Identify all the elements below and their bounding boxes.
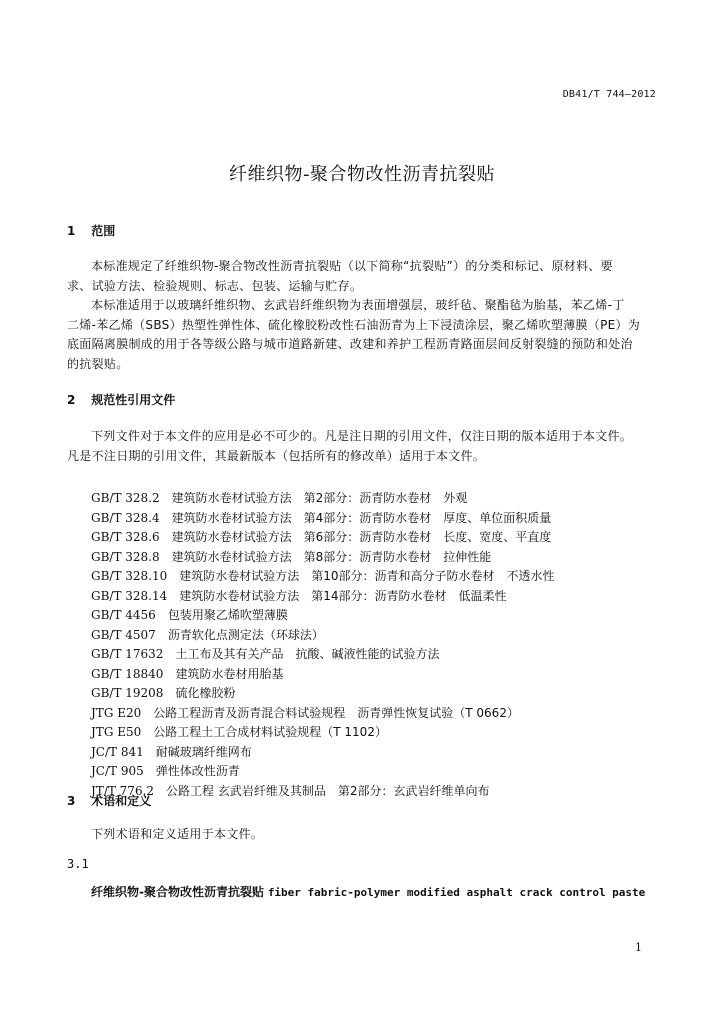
term-entry (91, 883, 645, 900)
reference-item (91, 626, 555, 646)
term-english: fiber fabric-polymer modified asphalt crack control paste (267, 886, 646, 899)
reference-code: GB/T 4507 (91, 627, 156, 642)
reference-item (91, 704, 555, 724)
reference-title: 硫化橡胶粉 (175, 686, 236, 700)
text-line: 底面隔离膜制成的用于各等级公路与城市道路新建、改建和养护工程沥青路面层间反射裂缝的预防和处治 (67, 337, 633, 351)
reference-title: 公路工程沥青及沥青混合料试验规程 沥青弹性恢复试验（T 0662） (153, 705, 519, 720)
text-line: 本标准规定了纤维织物-聚合物改性沥青抗裂贴（以下简称“抗裂贴”）的分类和标记、原材料、要 (91, 259, 613, 273)
reference-item (91, 645, 555, 665)
reference-item (91, 665, 555, 685)
reference-code: GB/T 4456 (91, 608, 156, 622)
reference-code: GB/T 18840 (91, 666, 164, 681)
section-heading-scope (67, 222, 115, 239)
text-line: 二烯-苯乙烯（SBS）热塑性弹性体、硫化橡胶粉改性石油沥青为上下浸渍涂层，聚乙烯吹塑薄膜（PE）为 (67, 317, 641, 332)
page-number: 1 (635, 941, 642, 954)
reference-item (91, 743, 555, 763)
reference-code: GB/T 328.8 (91, 549, 160, 564)
term-chinese: 纤维织物-聚合物改性沥青抗裂贴 (91, 885, 264, 899)
reference-item (91, 606, 555, 626)
reference-item (91, 567, 555, 587)
reference-title: 公路工程 玄武岩纤维及其制品 第2部分：玄武岩纤维单向布 (166, 783, 490, 798)
reference-code: JC/T 841 (91, 744, 144, 759)
reference-item (91, 528, 555, 548)
reference-code: JTG E20 (91, 705, 142, 720)
reference-title: 建筑防水卷材试验方法 第4部分：沥青防水卷材 厚度、单位面积质量 (171, 510, 552, 525)
reference-code: JC/T 905 (91, 764, 144, 778)
text-line: 凡是不注日期的引用文件，其最新版本（包括所有的修改单）适用于本文件。 (67, 448, 486, 463)
reference-title: 建筑防水卷材试验方法 第6部分：沥青防水卷材 长度、宽度、平直度 (171, 530, 552, 544)
text-line: 下列文件对于本文件的应用是必不可少的。凡是注日期的引用文件，仅注日期的版本适用于本文件。 (91, 429, 633, 443)
reference-code: JT/T 776.2 (91, 783, 155, 798)
section-heading-terms (67, 792, 151, 809)
scope-paragraph-1 (67, 257, 659, 296)
reference-title: 建筑防水卷材试验方法 第10部分：沥青和高分子防水卷材 不透水性 (179, 569, 555, 583)
reference-title: 土工布及其有关产品 抗酸、碱液性能的试验方法 (175, 647, 440, 661)
reference-list (91, 489, 555, 801)
text-line: 求、试验方法、检验规则、标志、包装、运输与贮存。 (67, 278, 363, 293)
reference-code: GB/T 19208 (91, 686, 164, 700)
section-number: 1 (67, 224, 76, 238)
text-line: 的抗裂贴。 (67, 356, 129, 371)
reference-item (91, 509, 555, 529)
reference-item (91, 684, 555, 704)
reference-code: GB/T 328.14 (91, 588, 168, 603)
reference-title: 建筑防水卷材试验方法 第14部分：沥青防水卷材 低温柔性 (179, 588, 507, 603)
text-line: 下列术语和定义适用于本文件。 (91, 827, 264, 841)
scope-paragraph-2 (67, 296, 659, 374)
reference-code: GB/T 17632 (91, 647, 164, 661)
reference-title: 建筑防水卷材试验方法 第2部分：沥青防水卷材 外观 (171, 491, 468, 505)
reference-item (91, 548, 555, 568)
section-number: 3 (67, 794, 76, 808)
reference-code: GB/T 328.4 (91, 510, 160, 525)
reference-title: 沥青软化点测定法（环球法） (167, 627, 324, 642)
reference-title: 耐碱玻璃纤维网布 (155, 744, 252, 759)
reference-code: GB/T 328.10 (91, 569, 168, 583)
reference-item (91, 782, 555, 802)
reference-item (91, 762, 555, 782)
reference-code: GB/T 328.6 (91, 530, 160, 544)
text-line: 本标准适用于以玻璃纤维织物、玄武岩纤维织物为表面增强层，玻纤毡、聚酯毡为胎基，苯乙烯-丁 (91, 298, 625, 312)
reference-title: 建筑防水卷材试验方法 第8部分：沥青防水卷材 拉伸性能 (171, 549, 492, 564)
reference-title: 包装用聚乙烯吹塑薄膜 (167, 608, 288, 622)
section-heading-normative-references (67, 391, 175, 408)
section-number: 2 (67, 393, 76, 407)
reference-item (91, 587, 555, 607)
reference-title: 建筑防水卷材用胎基 (175, 666, 284, 681)
section-title: 术语和定义 (91, 794, 152, 808)
terms-intro-paragraph (67, 825, 659, 845)
reference-code: JTG E50 (91, 725, 142, 739)
section-title: 规范性引用文件 (91, 393, 176, 407)
reference-item (91, 723, 555, 743)
reference-title: 公路工程土工合成材料试验规程（T 1102） (153, 725, 387, 739)
reference-item (91, 489, 555, 509)
document-code: DB41/T 744—2012 (562, 89, 656, 100)
document-title: 纤维织物-聚合物改性沥青抗裂贴 (229, 164, 495, 185)
reference-code: GB/T 328.2 (91, 491, 160, 505)
section-title: 范围 (91, 224, 116, 238)
term-number: 3.1 (67, 857, 89, 871)
reference-title: 弹性体改性沥青 (155, 764, 240, 778)
references-intro-paragraph (67, 427, 659, 466)
